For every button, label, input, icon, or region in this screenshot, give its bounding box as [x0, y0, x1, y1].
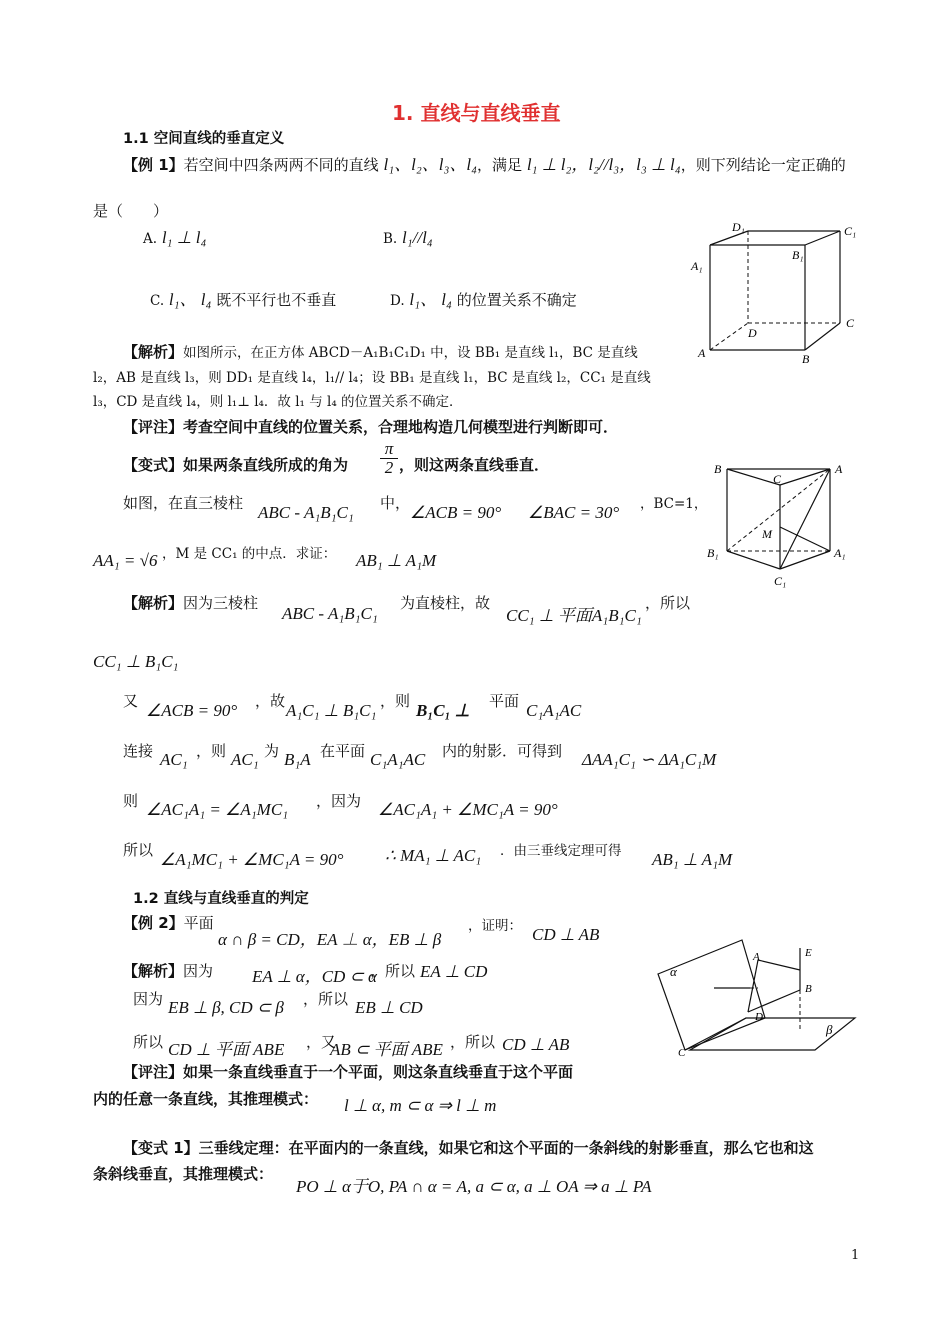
option-math: l₁、 l₄: [168, 290, 212, 309]
math-expr: ∠A₁MC₁ + ∠MC₁A = 90°: [160, 850, 344, 869]
variant-1-line1: 【变式 1】三垂线定理：在平面内的一条直线，如果它和这个平面的一条斜线的射影垂直，那么它也和这: [123, 1139, 814, 1157]
math-expr: C₁A₁AC: [370, 750, 426, 769]
vertex-label: B: [714, 462, 722, 476]
solution-label: 【解析】: [123, 594, 184, 612]
planes-figure: [650, 938, 865, 1063]
example-text: 若空间中四条两两不同的直线: [183, 156, 379, 174]
example-2-line: [123, 912, 214, 933]
math-expr: ∠AC₁A₁ = ∠A₁MC₁: [146, 800, 289, 819]
section-heading-1-1: 1.1 空间直线的垂直定义: [123, 131, 285, 147]
vertex-label: B₁: [707, 546, 719, 560]
text: ，证明：: [468, 918, 522, 934]
option-label: D.: [390, 293, 405, 309]
text: 为: [264, 742, 280, 760]
comment-2-line2: 内的任意一条直线，其推理模式：: [93, 1090, 319, 1108]
text: ．由三垂线定理可得: [500, 843, 622, 859]
analysis-label: 【解析】: [123, 962, 184, 980]
math-expr: EA ⊥ α，CD ⊂ α: [252, 967, 377, 986]
option-math: l₁//l₄: [402, 228, 433, 247]
vertex-label: D₁: [732, 220, 745, 234]
option-text: 的位置关系不确定: [456, 291, 577, 309]
solution-line1: [123, 592, 258, 613]
analysis-1-line2: l₂，AB 是直线 l₃，则 DD₁ 是直线 l₄，l₁// l₄；设 BB₁ 是直线 l₁，BC 是直线 l₂，CC₁ 是直线: [93, 370, 651, 386]
math-expr: ∠BAC = 30°: [528, 503, 620, 522]
text: ，所以: [450, 1033, 496, 1051]
vertex-label: A: [698, 346, 706, 360]
text: ，M 是 CC₁ 的中点．求证：: [162, 546, 337, 562]
analysis-1-line3: l₃，CD 是直线 l₄，则 l₁⊥ l₄．故 l₁ 与 l₄ 的位置关系不确定．: [93, 394, 463, 410]
example-text: ，满足: [477, 156, 523, 174]
text: 内的射影．可得到: [442, 742, 563, 760]
plane-label: β: [826, 1022, 833, 1037]
vertex-label: A: [835, 462, 843, 476]
comment-2-line1: 【评注】如果一条直线垂直于一个平面，则这条直线垂直于这个平面: [123, 1063, 574, 1081]
option-label: C.: [150, 293, 165, 309]
vertex-label: D: [748, 326, 757, 340]
math-expr: CD ⊥ AB: [502, 1035, 570, 1054]
vertex-label: B₁: [792, 248, 804, 262]
prism-figure: [705, 455, 855, 590]
point-label: A: [753, 951, 760, 963]
variant-1-line2: 条斜线垂直，其推理模式：: [93, 1165, 274, 1183]
option-label: A.: [143, 231, 158, 247]
point-label: B: [805, 983, 812, 995]
fraction-numerator: π: [384, 439, 394, 458]
text: 连接: [123, 742, 154, 760]
vertex-label: C₁: [774, 574, 787, 588]
math-expr: AB ⊂ 平面 ABE: [330, 1040, 443, 1059]
math-expr: l₁ ⊥ l₂，l₂//l₃，l₃ ⊥ l₄: [526, 155, 681, 174]
math-expr: ∠ACB = 90°: [146, 701, 238, 720]
math-expr: ∠ACB = 90°: [410, 503, 502, 522]
text: ，BC=1，: [640, 496, 708, 512]
plane-label: α: [670, 964, 677, 979]
text: ，所以: [645, 594, 691, 612]
option-c: [150, 285, 336, 310]
math-expr: AB₁ ⊥ A₁M: [356, 551, 437, 570]
option-b: [383, 228, 433, 248]
vertex-label: B: [802, 352, 810, 366]
math-expr: A₁C₁ ⊥ B₁C₁: [286, 701, 377, 720]
text: 因为三棱柱: [183, 594, 259, 612]
math-expr: AC₁: [231, 750, 259, 769]
variant-line: [123, 454, 348, 475]
math-expr: C₁A₁AC: [526, 701, 582, 720]
math-expr: ABC - A₁B₁C₁: [258, 503, 354, 522]
variant-text-2: ，则这两条直线垂直．: [399, 456, 550, 474]
text: 因为: [133, 990, 164, 1008]
math-expr: AB₁ ⊥ A₁M: [652, 850, 733, 869]
math-expr: α ∩ β = CD，EA ⊥ α，EB ⊥ β: [218, 930, 442, 949]
point-label: E: [805, 947, 812, 959]
fraction-denominator: 2: [380, 458, 398, 477]
text: 平面: [489, 692, 520, 710]
example-1-line: [123, 150, 846, 175]
text: ，又: [306, 1033, 337, 1051]
math-expr: AA₁ = √6: [93, 551, 158, 570]
math-expr: AC₁: [160, 750, 188, 769]
math-expr: EB ⊥ CD: [355, 998, 423, 1017]
cube-figure: [690, 215, 870, 370]
page-number: 1: [851, 1248, 860, 1263]
text: ，故: [255, 692, 286, 710]
fraction-pi-over-2: [380, 440, 398, 477]
math-expr: EB ⊥ β, CD ⊂ β: [168, 998, 284, 1017]
math-expr: CD ⊥ 平面 ABE: [168, 1040, 285, 1059]
text: 因为: [183, 962, 214, 980]
option-a: [143, 228, 206, 248]
vertex-label: A₁: [834, 546, 846, 560]
text: 如图，在直三棱柱: [123, 494, 244, 512]
text: ，则: [380, 692, 411, 710]
comment-1: 【评注】考查空间中直线的位置关系，合理地构造几何模型进行判断即可．: [123, 418, 619, 436]
text: 在平面: [320, 742, 366, 760]
option-math: l₁ ⊥ l₄: [161, 228, 207, 247]
vertex-label: C: [846, 316, 855, 330]
point-label: D: [755, 1011, 763, 1023]
vertex-label: C: [773, 472, 782, 486]
example-label: 【例 2】: [123, 914, 184, 932]
variant-text: 如果两条直线所成的角为: [183, 456, 349, 474]
section-heading-1-2: 1.2 直线与直线垂直的判定: [133, 891, 309, 907]
text: ，则: [196, 742, 227, 760]
math-expr: CC₁ ⊥ B₁C₁: [93, 652, 179, 671]
math-expr: l₁、l₂、l₃、l₄: [383, 155, 478, 174]
math-expr: CD ⊥ AB: [532, 925, 600, 944]
page-title: 1. 直线与直线垂直: [392, 101, 561, 125]
text: 又: [123, 692, 139, 710]
option-label: B.: [383, 231, 398, 247]
math-expr: l ⊥ α, m ⊂ α ⇒ l ⊥ m: [344, 1096, 497, 1115]
prism-line1: [123, 492, 243, 513]
math-expr: ∴ MA₁ ⊥ AC₁: [385, 846, 482, 865]
text: 所以: [133, 1033, 164, 1051]
math-expr: CC₁ ⊥ 平面A₁B₁C₁: [506, 606, 642, 625]
text: ，因为: [316, 792, 362, 810]
analysis-text: 如图所示，在正方体 ABCD－A₁B₁C₁D₁ 中，设 BB₁ 是直线 l₁，BC 是直线: [183, 345, 638, 361]
math-expr: PO ⊥ α于O, PA ∩ α = A, a ⊂ α, a ⊥ OA ⇒ a ⊥ PA: [296, 1177, 652, 1196]
math-expr: ∠AC₁A₁ + ∠MC₁A = 90°: [378, 800, 558, 819]
math-expr: ABC - A₁B₁C₁: [282, 604, 378, 623]
math-expr: B₁A: [284, 750, 311, 769]
text: 平面: [183, 914, 214, 932]
point-label: C: [678, 1047, 686, 1059]
vertex-label: M: [762, 527, 772, 541]
analysis-1-line1: [123, 341, 638, 362]
text: 则: [123, 792, 139, 810]
option-d: [390, 285, 577, 310]
vertex-label: C₁: [844, 224, 857, 238]
analysis-2-line1: [123, 960, 213, 981]
math-expr: ΔAA₁C₁ ∽ ΔA₁C₁M: [582, 750, 717, 769]
analysis-label: 【解析】: [123, 343, 184, 361]
option-text: 既不平行也不垂直: [216, 291, 337, 309]
math-expr: EA ⊥ CD: [420, 962, 488, 981]
example-1-line2: 是（ ）: [93, 202, 169, 220]
example-label: 【例 1】: [123, 156, 184, 174]
variant-label: 【变式】: [123, 456, 184, 474]
text: 为直棱柱，故: [400, 594, 491, 612]
option-math: l₁、 l₄: [409, 290, 452, 309]
text: ，所以: [370, 962, 416, 980]
text: ，所以: [303, 990, 349, 1008]
text: 中，: [380, 494, 411, 512]
vertex-label: A₁: [691, 259, 703, 273]
example-text: ，则下列结论一定正确的: [680, 156, 846, 174]
math-expr: B₁C₁ ⊥: [416, 701, 470, 720]
text: 所以: [123, 841, 154, 859]
